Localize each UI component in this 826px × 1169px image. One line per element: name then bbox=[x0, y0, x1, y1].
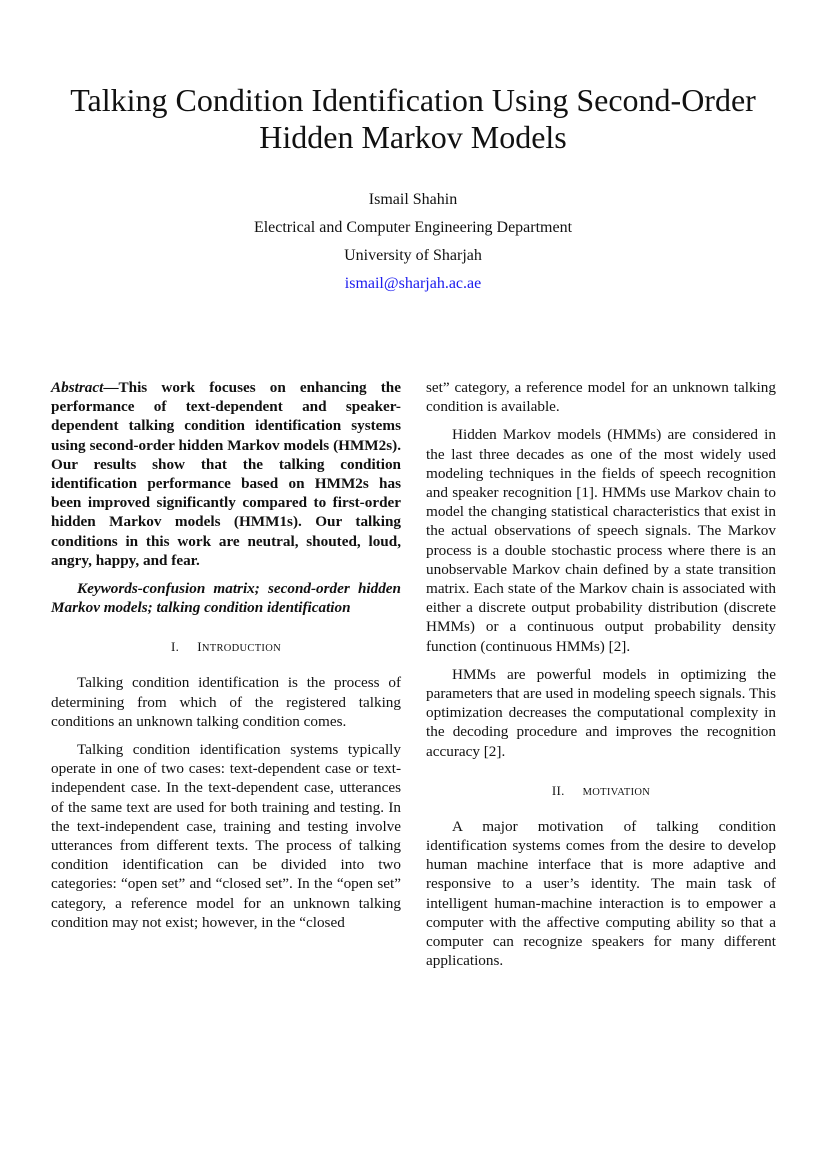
abstract-label: Abstract bbox=[51, 379, 104, 396]
intro-paragraph-1: Talking condition identification is the process of determining from which of the registered talking conditions an unknown talking condition comes. bbox=[51, 674, 401, 730]
author-name: Ismail Shahin bbox=[368, 191, 458, 208]
title-line-2: Hidden Markov Models bbox=[259, 119, 567, 155]
section-title-initial: I bbox=[197, 639, 202, 655]
motivation-paragraph-1: A major motivation of talking condition identification systems comes from the desire to develop human machine interface that is more adaptive and responsive to a user’s identity. The main task of intelligent human-machine interaction is to empower a computer with the affective computing ability so that a computer can recognize speakers for many different applications. bbox=[426, 817, 776, 970]
intro-paragraph-2-continued: set” category, a reference model for an unknown talking condition is available. bbox=[426, 379, 776, 416]
section-heading-motivation bbox=[426, 783, 776, 801]
paper-title bbox=[40, 82, 786, 156]
abstract-text: This work focuses on enhancing the performance of text-dependent and speaker-dependent talking condition identification systems using second-order hidden Markov models (HMM2s). Our results show that the talking condition identification performance based on HMM2s has been improved significantly compared to first-order hidden Markov models (HMM1s). Our talking conditions in this work are neutral, shouted, loud, angry, happy, and fear. bbox=[51, 379, 401, 569]
intro-paragraph-2: Talking condition identification systems typically operate in one of two cases: text-dependent case or text-independent case. In the text-dependent case, utterances of the same text are used for both training and testing. In the text-independent case, training and testing involve utterances from different texts. The process of talking condition identification can be divided into two categories: “open set” and “closed set”. In the “open set” category, a reference model for an unknown talking condition may not exist; however, in the “closed bbox=[51, 741, 401, 931]
section-number: I. bbox=[171, 639, 180, 655]
intro-paragraph-4: HMMs are powerful models in optimizing the parameters that are used in modeling speech signals. This optimization decreases the computational complexity in the decoding procedure and improves the recognition accuracy [2]. bbox=[426, 665, 776, 760]
section-title-initial: M bbox=[582, 786, 593, 798]
section-title-rest: OTIVATION bbox=[592, 786, 651, 798]
left-column bbox=[51, 378, 401, 941]
abstract bbox=[51, 378, 401, 570]
keywords: Keywords-confusion matrix; second-order hidden Markov models; talking condition identification bbox=[51, 580, 401, 617]
author-department: Electrical and Computer Engineering Department bbox=[253, 219, 573, 236]
intro-paragraph-3: Hidden Markov models (HMMs) are considered in the last three decades as one of the most widely used modeling techniques in the fields of speech recognition and speaker recognition [1]. HMMs use Markov chain to model the changing statistical characteristics that exist in the actual observations of speech signals. The Markov process is a double stochastic process where there is an unobservable Markov chain defined by a state transition matrix. Each state of the Markov chain is associated with either a discrete output probability distribution (discrete HMMs) or a continuous output probability density function (continuous HMMs) [2]. bbox=[426, 426, 776, 655]
title-line-1: Talking Condition Identification Using Second-Order bbox=[70, 82, 756, 118]
abstract-dash: — bbox=[103, 379, 119, 396]
author-block bbox=[40, 186, 786, 298]
section-heading-introduction bbox=[51, 639, 401, 657]
right-column bbox=[426, 378, 776, 979]
section-title-rest: NTRODUCTION bbox=[201, 643, 281, 655]
section-number: II. bbox=[551, 782, 565, 798]
author-university: University of Sharjah bbox=[344, 247, 482, 264]
author-email-link[interactable]: ismail@sharjah.ac.ae bbox=[344, 275, 482, 292]
